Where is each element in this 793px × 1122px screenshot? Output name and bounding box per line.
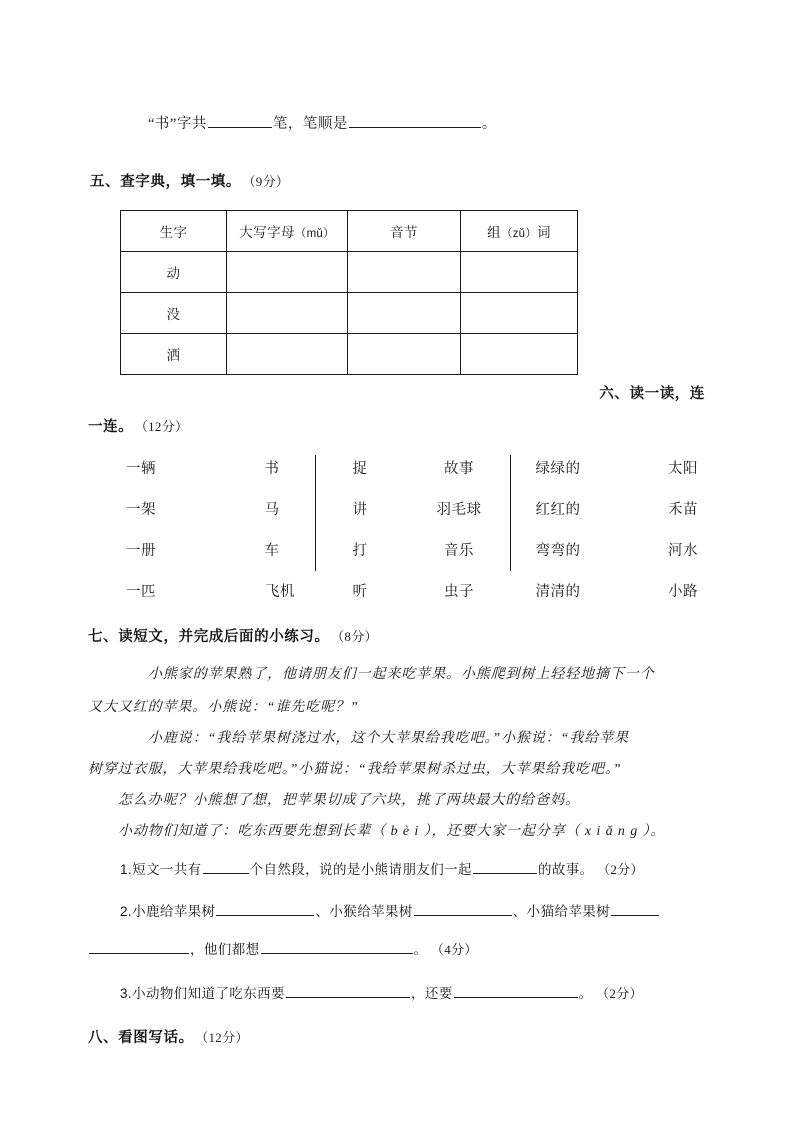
table-cell-answer[interactable]: [227, 293, 348, 334]
table-cell-answer[interactable]: [461, 252, 578, 293]
table-cell-answer[interactable]: [348, 252, 461, 293]
section-six-score: （12分）: [141, 419, 189, 434]
match-item-g3-left[interactable]: 弯弯的: [535, 543, 581, 559]
match-item-g3-left[interactable]: 清清的: [535, 584, 581, 600]
question-3-blank-2[interactable]: [454, 984, 578, 998]
table-header-row: [121, 211, 578, 252]
passage-line-3: 小鹿说：“我给苹果树浇过水，这个大苹果给我吃吧。”小猴说：“我给苹果: [148, 731, 629, 746]
question-2-part-b: 、小猴给苹果树: [315, 904, 413, 919]
table-cell-answer[interactable]: [461, 334, 578, 375]
match-item-g2-right[interactable]: 音乐: [444, 543, 474, 559]
matching-exercise: [0, 455, 793, 619]
question-1-blank-1[interactable]: [203, 860, 249, 874]
match-item-g2-left[interactable]: 讲: [352, 502, 368, 518]
column-header-char: 生字: [121, 211, 227, 252]
match-item-g2-left[interactable]: 打: [352, 543, 368, 559]
question-2-blank-3[interactable]: [611, 902, 659, 916]
match-row: [0, 455, 793, 496]
table-cell-char: 洒: [121, 334, 227, 375]
table-cell-answer[interactable]: [227, 334, 348, 375]
passage-line-2: 又大又红的苹果。小熊说：“谁先吃呢？”: [88, 700, 359, 715]
pinyin-zu: （zǔ）: [501, 228, 537, 240]
question-3-part-c: 。: [578, 986, 593, 1001]
match-item-g3-right[interactable]: 河水: [668, 543, 698, 559]
question-2-blank-2[interactable]: [414, 902, 512, 916]
comprehension-question-2-line2: [88, 938, 478, 958]
match-row: [0, 496, 793, 537]
comprehension-question-2-line1: [120, 900, 660, 920]
table-cell-answer[interactable]: [348, 334, 461, 375]
question-3-score: （2分）: [602, 986, 643, 1001]
match-item-g1-right[interactable]: 书: [264, 461, 280, 477]
section-six-heading-line1: 六、读一读，连: [599, 386, 705, 402]
match-item-g1-left[interactable]: 一册: [126, 543, 156, 559]
question-2-part-a: 小鹿给苹果树: [132, 904, 216, 919]
table-cell-answer[interactable]: [461, 293, 578, 334]
stroke-order-blank[interactable]: [349, 113, 481, 128]
question-2-blank-1[interactable]: [216, 902, 314, 916]
question-1-number: 1.: [120, 862, 133, 877]
question-2-number: 2.: [120, 904, 133, 919]
match-item-g3-right[interactable]: 太阳: [668, 461, 698, 477]
table-cell-char: 没: [121, 293, 227, 334]
match-item-g1-right[interactable]: 飞机: [265, 584, 295, 600]
question-1-blank-2[interactable]: [473, 860, 537, 874]
match-item-g2-right[interactable]: 羽毛球: [436, 502, 482, 518]
section-five-header: [90, 170, 289, 191]
passage-line-1: 小熊家的苹果熟了，他请朋友们一起来吃苹果。小熊爬到树上轻轻地摘下一个: [148, 667, 655, 682]
passage-line-4: 树穿过衣服，大苹果给我吃吧。”小猫说：“我给苹果树杀过虫，大苹果给我吃吧。”: [88, 762, 622, 777]
passage-line-6: 小动物们知道了：吃东西要先想到长辈（ b è i ），还要大家一起分享（ x i ǎ n g ）。: [118, 824, 666, 839]
match-item-g2-right[interactable]: 虫子: [444, 584, 474, 600]
stroke-question-prefix: “书”字共: [148, 116, 207, 132]
question-3-part-b: ，还要: [410, 986, 453, 1001]
comprehension-question-3: [120, 982, 643, 1002]
question-2-part-c: 、小猫给苹果树: [512, 904, 611, 919]
section-five-score: （9分）: [249, 174, 290, 189]
table-row: [121, 293, 578, 334]
match-item-g3-left[interactable]: 红红的: [535, 502, 581, 518]
pinyin-mu: （mǔ）: [294, 228, 335, 240]
match-item-g3-left[interactable]: 绿绿的: [535, 461, 581, 477]
column-header-capital-letter: 大写字母（mǔ）: [227, 211, 348, 252]
question-2-part-d: ，他们都想: [190, 942, 260, 957]
question-1-part-b: 个自然段，说的是小熊请朋友们一起: [249, 862, 472, 877]
question-1-part-a: 短文一共有: [132, 862, 202, 877]
section-six-heading-line2: [88, 415, 188, 436]
dictionary-table: [120, 210, 578, 375]
question-1-part-c: 的故事。: [537, 862, 594, 877]
section-eight-heading: 八、看图写话。: [88, 1030, 194, 1046]
match-item-g1-left[interactable]: 一架: [126, 502, 156, 518]
match-item-g1-left[interactable]: 一匹: [126, 584, 156, 600]
match-item-g2-left[interactable]: 捉: [352, 461, 368, 477]
question-2-score: （4分）: [437, 942, 478, 957]
column-header-word-formation: 组（zǔ）词: [461, 211, 578, 252]
match-item-g1-right[interactable]: 马: [264, 502, 280, 518]
match-item-g3-right[interactable]: 小路: [668, 584, 698, 600]
section-eight-header: [88, 1026, 249, 1047]
question-3-number: 3.: [120, 986, 133, 1001]
question-2-blank-3-cont[interactable]: [89, 940, 189, 954]
match-item-g2-right[interactable]: 故事: [444, 461, 474, 477]
question-3-part-a: 小动物们知道了吃东西要: [132, 986, 285, 1001]
match-item-g2-left[interactable]: 听: [352, 584, 368, 600]
section-seven-score: （8分）: [337, 629, 378, 644]
stroke-count-blank[interactable]: [208, 113, 272, 128]
section-seven-heading: 七、读短文，并完成后面的小练习。: [88, 629, 330, 645]
match-row: [0, 578, 793, 619]
question-2-blank-4[interactable]: [261, 940, 413, 954]
match-item-g3-right[interactable]: 禾苗: [668, 502, 698, 518]
table-row: [121, 252, 578, 293]
question-3-blank-1[interactable]: [286, 984, 410, 998]
match-item-g1-right[interactable]: 车: [264, 543, 280, 559]
column-header-syllable: 音节: [348, 211, 461, 252]
section-seven-header: [88, 625, 378, 646]
section-five-heading: 五、查字典，填一填。: [90, 174, 241, 190]
table-cell-answer[interactable]: [227, 252, 348, 293]
question-1-score: （2分）: [603, 862, 644, 877]
stroke-count-question: [148, 112, 497, 133]
passage-line-5: 怎么办呢？小熊想了想，把苹果切成了六块，挑了两块最大的给爸妈。: [118, 793, 580, 808]
section-eight-score: （12分）: [201, 1030, 249, 1045]
match-row: [0, 537, 793, 578]
stroke-question-suffix: 。: [481, 116, 497, 132]
stroke-question-middle: 笔，笔顺是: [272, 116, 348, 132]
question-2-part-e: 。: [413, 942, 428, 957]
match-item-g1-left[interactable]: 一辆: [126, 461, 156, 477]
table-cell-answer[interactable]: [348, 293, 461, 334]
comprehension-question-1: [120, 858, 644, 878]
table-row: [121, 334, 578, 375]
section-six-heading-tail: 一连。: [88, 419, 134, 435]
table-cell-char: 动: [121, 252, 227, 293]
